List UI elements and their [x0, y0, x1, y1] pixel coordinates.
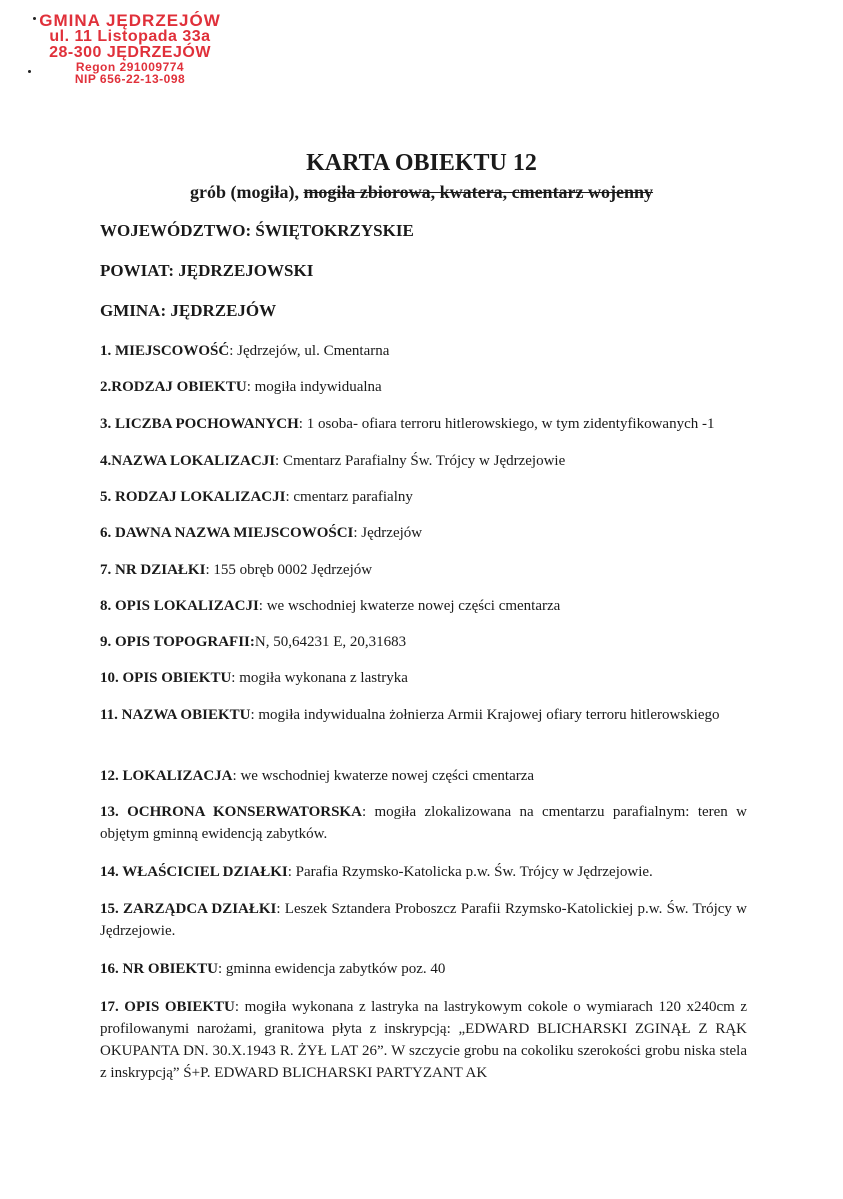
field-value: : 1 osoba- ofiara terroru hitlerowskiego, w tym zidentyfikowanych -1 — [298, 416, 715, 432]
field-value: : we wschodniej kwaterze nowej części cmentarza — [258, 598, 561, 614]
field-label: 16. NR OBIEKTU — [100, 961, 218, 977]
field-value: : Cmentarz Parafialny Św. Trójcy w Jędrzejowie — [275, 453, 566, 469]
field-item — [100, 861, 747, 883]
field-value: : cmentarz parafialny — [285, 489, 413, 505]
document-subtitle — [0, 182, 843, 203]
field-label: 7. NR DZIAŁKI — [100, 562, 206, 578]
stamp-line: 28-300 JĘDRZEJÓW — [49, 44, 211, 61]
stamp-line: NIP 656-22-13-098 — [74, 72, 186, 86]
field-label: 10. OPIS OBIEKTU — [100, 670, 232, 686]
field-label: 5. RODZAJ LOKALIZACJI — [100, 489, 286, 505]
field-value: : mogiła wykonana z lastryka — [231, 670, 408, 686]
field-value: : gminna ewidencja zabytków poz. 40 — [217, 961, 446, 977]
field-item — [100, 801, 747, 845]
field-item — [100, 667, 747, 689]
field-label: 15. ZARZĄDCA DZIAŁKI — [100, 901, 277, 917]
field-label: 11. NAZWA OBIEKTU — [100, 707, 251, 723]
field-value: : we wschodniej kwaterze nowej części cmentarza — [232, 768, 535, 784]
field-item — [100, 340, 747, 362]
office-stamp — [30, 12, 230, 85]
field-value: : 155 obręb 0002 Jędrzejów — [205, 562, 373, 578]
field-item — [100, 450, 747, 472]
field-value: : Parafia Rzymsko-Katolicka p.w. Św. Trójcy w Jędrzejowie. — [287, 864, 653, 880]
field-value: : mogiła zlokalizowana na cmentarzu parafialnym: teren w objętym gminną ewidencją zabytków. — [100, 804, 747, 842]
field-item — [100, 765, 747, 787]
field-value: : mogiła indywidualna — [246, 379, 382, 395]
field-label: 17. OPIS OBIEKTU — [100, 999, 235, 1015]
heading-commune: GMINA: JĘDRZEJÓW — [100, 301, 277, 320]
field-item — [100, 595, 747, 617]
field-item — [100, 559, 747, 581]
stamp-line: ul. 11 Listopada 33a — [49, 28, 211, 45]
stamp-line: GMINA JĘDRZEJÓW — [39, 11, 221, 30]
document-title: KARTA OBIEKTU 12 — [306, 150, 537, 176]
field-value: : Jędrzejów, ul. Cmentarna — [229, 343, 390, 359]
field-value: : mogiła indywidualna żołnierza Armii Krajowej ofiary terroru hitlerowskiego — [250, 707, 720, 723]
subtitle-struck: mogiła zbiorowa, kwatera, cmentarz wojenny — [303, 182, 654, 202]
field-label: 13. OCHRONA KONSERWATORSKA — [100, 804, 362, 820]
field-item — [100, 996, 747, 1084]
field-item — [100, 486, 747, 508]
field-value: : Jędrzejów — [353, 525, 423, 541]
field-label: 12. LOKALIZACJA — [100, 768, 233, 784]
field-label: 8. OPIS LOKALIZACJI — [100, 598, 259, 614]
field-label: 14. WŁAŚCICIEL DZIAŁKI — [100, 864, 288, 880]
field-label: 1. MIEJSCOWOŚĆ — [100, 343, 230, 359]
heading-county: POWIAT: JĘDRZEJOWSKI — [100, 261, 314, 280]
field-item — [100, 704, 747, 726]
field-value: N, 50,64231 E, 20,31683 — [254, 634, 407, 650]
field-value: : Leszek Sztandera Proboszcz Parafii Rzymsko-Katolickiej p.w. Św. Trójcy w Jędrzejowie. — [100, 901, 747, 939]
field-label: 2.RODZAJ OBIEKTU — [100, 379, 247, 395]
field-label: 6. DAWNA NAZWA MIEJSCOWOŚCI — [100, 525, 354, 541]
field-label: 9. OPIS TOPOGRAFII: — [100, 634, 255, 650]
field-item — [100, 631, 747, 653]
field-item — [100, 376, 747, 398]
stamp-line: Regon 291009774 — [75, 60, 185, 74]
field-label: 4.NAZWA LOKALIZACJI — [100, 453, 276, 469]
heading-voivodeship: WOJEWÓDZTWO: ŚWIĘTOKRZYSKIE — [100, 221, 414, 240]
field-item — [100, 898, 747, 942]
subtitle-kept: grób (mogiła), — [189, 182, 299, 202]
field-label: 3. LICZBA POCHOWANYCH — [100, 416, 299, 432]
field-value: : mogiła wykonana z lastryka na lastrykowym cokole o wymiarach 120 x240cm z profilowanymi narożami, granitowa płyta z inskrypcją: „EDWARD BLICHARSKI ZGINĄŁ Z RĄK OKUPANTA DN. 30.X.1943 R. ŻYŁ LAT 26”. W szczycie grobu na cokoliku szerokości grobu niska stela z inskrypcją” Ś+P. EDWARD BLICHARSKI PARTYZANT AK — [100, 999, 748, 1081]
field-item — [100, 413, 747, 435]
field-item — [100, 522, 747, 544]
field-item — [100, 958, 747, 980]
